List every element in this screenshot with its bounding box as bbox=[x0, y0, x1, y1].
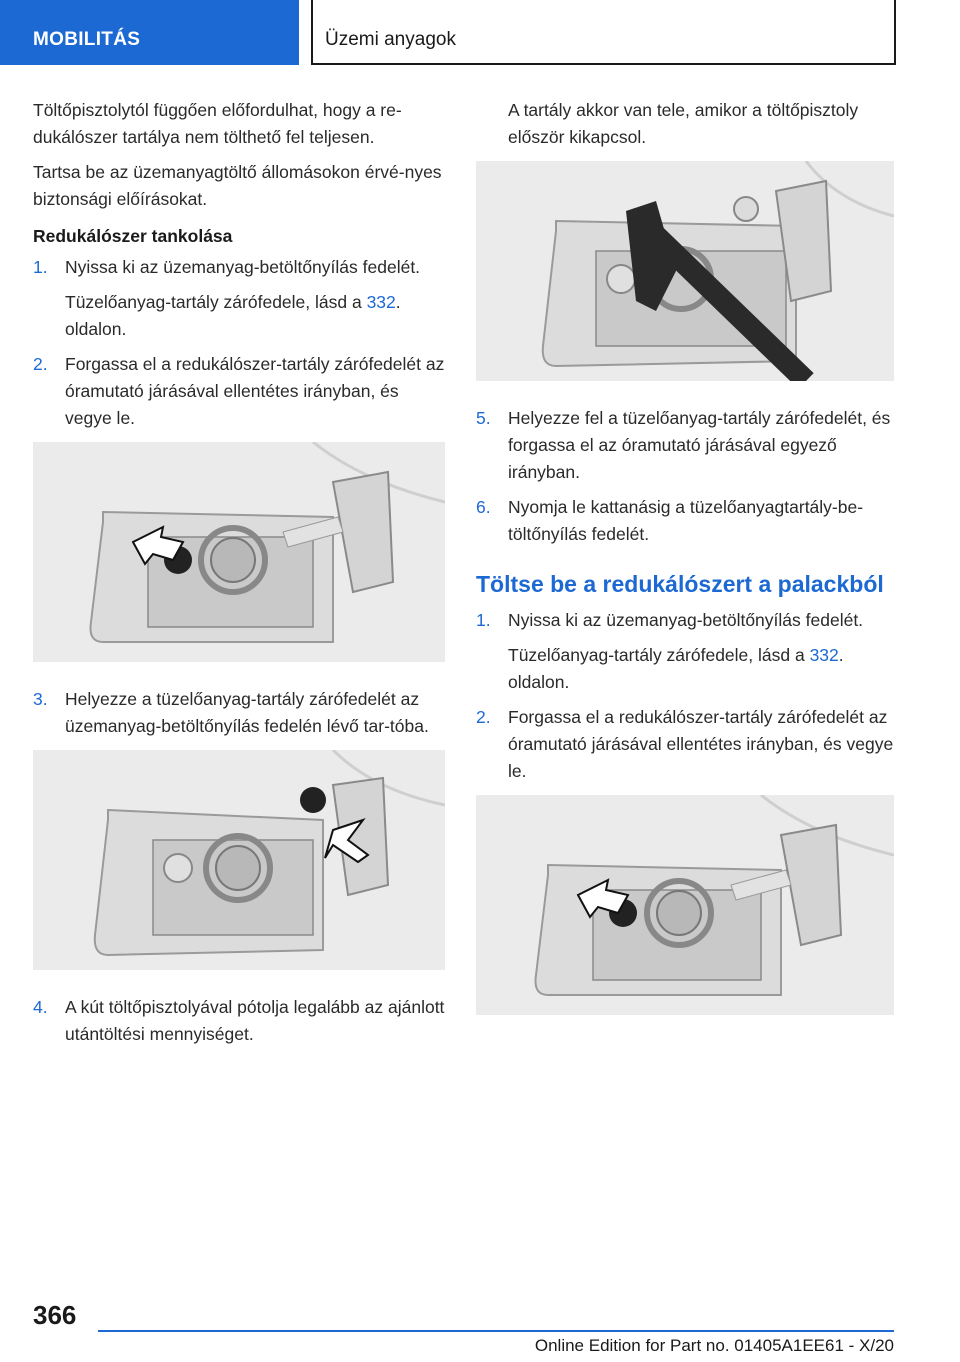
page-number: 366 bbox=[33, 1300, 77, 1330]
reference-text: Tüzelőanyag-tartály zárófedele, lásd a bbox=[65, 292, 367, 312]
nozzle-refill-illustration bbox=[476, 161, 894, 381]
step-text: Forgassa el a redukálószer-tartály zárófedelét az óramutató járásával ellentétes irányban, és vegye le. bbox=[508, 707, 894, 781]
fuel-flap-illustration-2 bbox=[476, 795, 894, 1015]
step-number: 4. bbox=[33, 997, 48, 1017]
step-item bbox=[476, 607, 894, 634]
figure-store-cap bbox=[33, 750, 445, 970]
footer-divider bbox=[98, 1330, 894, 1332]
page-link[interactable]: 332 bbox=[366, 292, 396, 312]
safety-paragraph: Tartsa be az üzemanyagtöltő állomásokon érvé‐nyes biztonsági előírásokat. bbox=[33, 162, 442, 209]
step-number: 2. bbox=[476, 707, 491, 727]
step-item bbox=[33, 254, 445, 281]
figure-refilling bbox=[476, 161, 894, 381]
fuel-flap-illustration bbox=[33, 442, 445, 662]
step-number: 1. bbox=[476, 610, 491, 630]
step-text: Helyezze a tüzelőanyag-tartály zárófedelét az üzemanyag-betöltőnyílás fedelén lévő tar‐tóba. bbox=[65, 689, 429, 736]
section-heading: Töltse be a redukálószert a palackból bbox=[476, 571, 884, 597]
fuel-flap-cap-holder-illustration bbox=[33, 750, 445, 970]
reference-text-end: . oldalon. bbox=[65, 292, 401, 339]
step-item bbox=[476, 494, 894, 548]
figure-remove-cap-bottle bbox=[476, 795, 894, 1015]
figure-remove-cap bbox=[33, 442, 445, 662]
step-number: 6. bbox=[476, 497, 491, 517]
right-column bbox=[476, 97, 894, 1039]
edition-text: Online Edition for Part no. 01405A1EE61 - X/20 bbox=[534, 1336, 894, 1355]
step-number: 1. bbox=[33, 257, 48, 277]
intro-paragraph: Töltőpisztolytól függően előfordulhat, hogy a re‐dukálószer tartálya nem tölthető fel teljesen. bbox=[33, 100, 402, 147]
step-text: A kút töltőpisztolyával pótolja legalább az ajánlott utántöltési mennyiséget. bbox=[65, 997, 445, 1044]
step-text: Nyissa ki az üzemanyag-betöltőnyílás fedelét. bbox=[508, 610, 864, 630]
step-item bbox=[33, 351, 445, 432]
step-item bbox=[33, 994, 445, 1048]
reference-text-end: . oldalon. bbox=[508, 645, 844, 692]
reference-text: Tüzelőanyag-tartály zárófedele, lásd a bbox=[508, 645, 810, 665]
chapter-title: Üzemi anyagok bbox=[311, 0, 896, 65]
step-text: Helyezze fel a tüzelőanyag-tartály zárófedelét, és forgassa el az óramutató járásával egyező irányban. bbox=[508, 408, 891, 482]
step-number: 2. bbox=[33, 354, 48, 374]
step-item bbox=[476, 704, 894, 785]
step-number: 3. bbox=[33, 689, 48, 709]
page-link[interactable]: 332 bbox=[809, 645, 839, 665]
step-item bbox=[476, 405, 894, 486]
left-column bbox=[33, 97, 445, 1056]
step-text: Forgassa el a redukálószer-tartály zárófedelét az óramutató járásával ellentétes irányban, és vegye le. bbox=[65, 354, 445, 428]
subheading-refill: Redukálószer tankolása bbox=[33, 226, 233, 246]
step-text: Nyomja le kattanásig a tüzelőanyagtartály-be‐töltőnyílás fedelét. bbox=[508, 497, 864, 544]
step-number: 5. bbox=[476, 408, 491, 428]
step-text: Nyissa ki az üzemanyag-betöltőnyílás fedelét. bbox=[65, 257, 421, 277]
step-item bbox=[33, 686, 445, 740]
step-reference bbox=[33, 289, 445, 343]
continuation-paragraph: A tartály akkor van tele, amikor a töltőpisztoly először kikapcsol. bbox=[508, 100, 859, 147]
section-tab: MOBILITÁS bbox=[0, 0, 299, 65]
step-reference bbox=[476, 642, 894, 696]
